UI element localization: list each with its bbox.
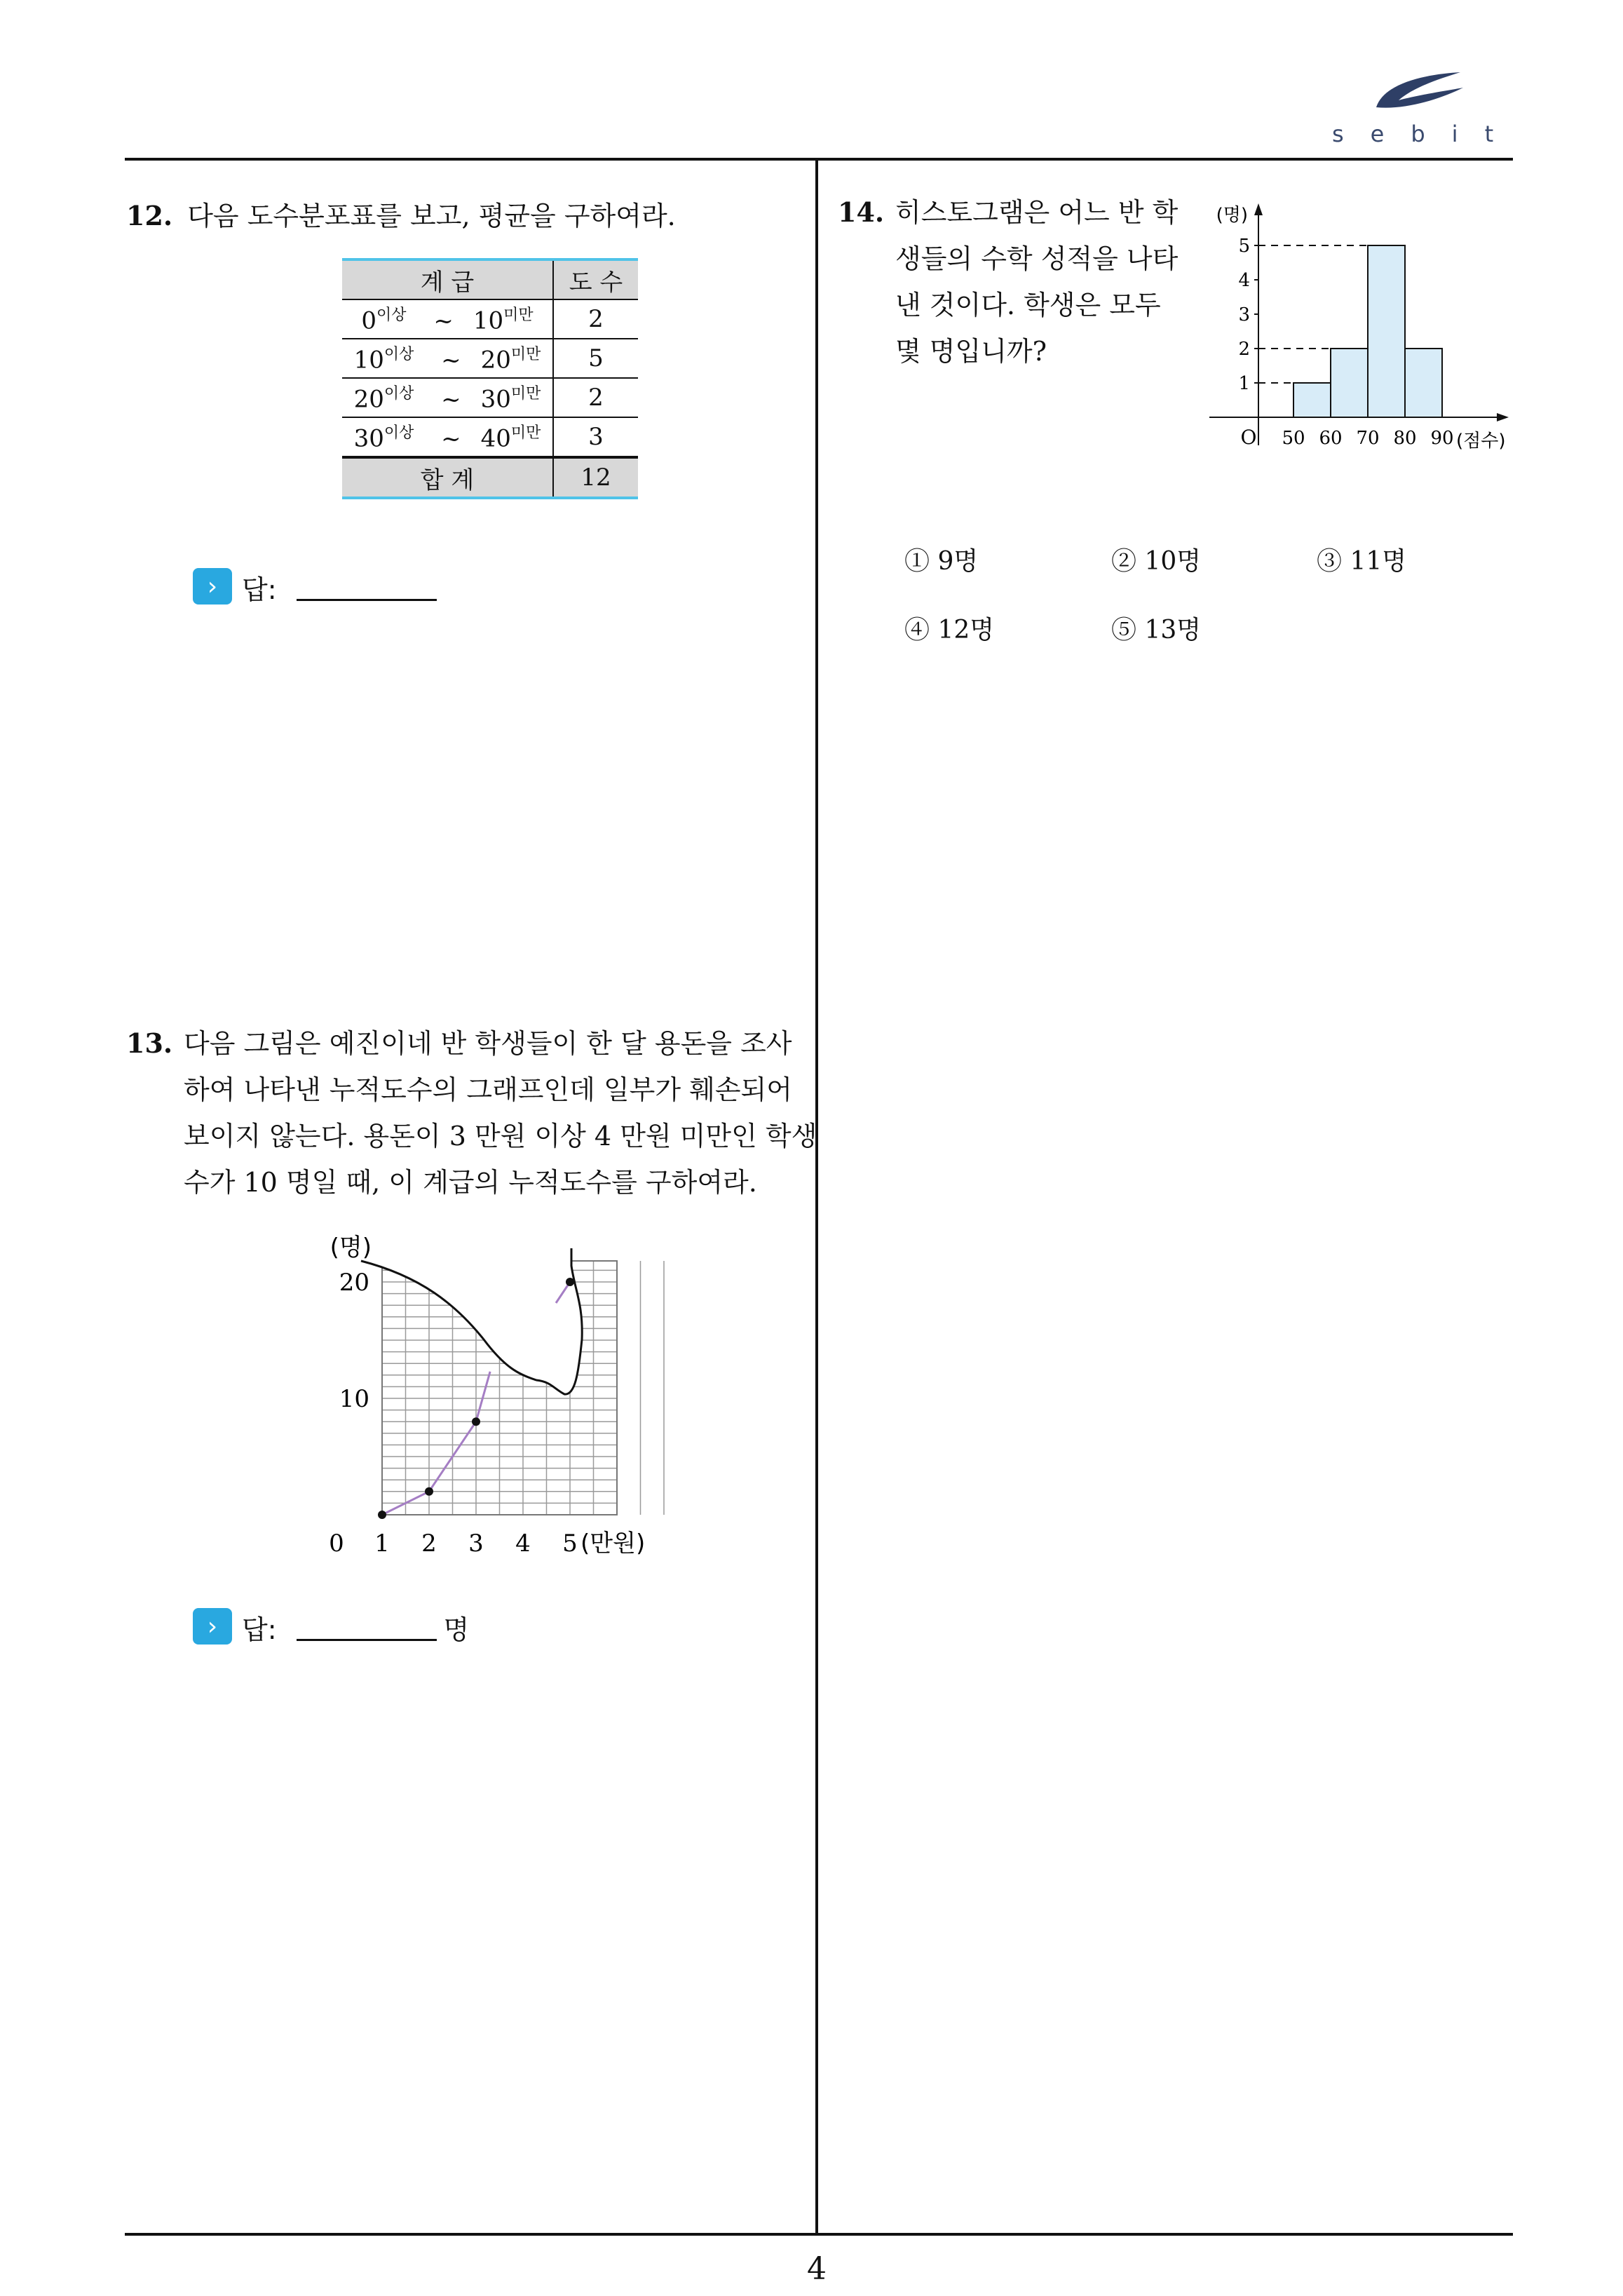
question-text: 다음 도수분포표를 보고, 평균을 구하여라.: [187, 201, 676, 231]
tilde: ~: [441, 346, 461, 374]
question-line: 다음 그림은 예진이네 반 학생들이 한 달 용돈을 조사: [184, 1028, 792, 1059]
sebit-logo-icon: [1371, 67, 1469, 123]
choice-3[interactable]: ③ 11명: [1317, 547, 1407, 576]
header-frequency: 도 수: [553, 259, 638, 299]
x-axis-label: (만원): [580, 1529, 646, 1558]
class-to-sup: 미만: [510, 346, 541, 364]
y-tick-label: 5: [1238, 236, 1250, 257]
answer-blank[interactable]: [297, 1608, 437, 1641]
chevron-right-icon: ›: [193, 568, 232, 605]
class-from: 10: [353, 346, 384, 374]
x-tick-label: 80: [1393, 428, 1417, 449]
histogram-bar: [1293, 383, 1331, 417]
class-to: 30: [480, 385, 511, 414]
x-tick-label: 0: [329, 1529, 344, 1558]
question-line: 몇 명입니까?: [895, 336, 1047, 367]
choice-2[interactable]: ② 10명: [1111, 547, 1202, 576]
answer-label: 답:: [242, 1614, 277, 1645]
frequency-value: 5: [553, 339, 638, 378]
x-tick-label: 2: [421, 1529, 437, 1558]
histogram-bar: [1368, 245, 1405, 417]
data-point: [378, 1511, 386, 1519]
sebit-logo-text: sebit: [1332, 121, 1521, 147]
x-tick-label: 60: [1319, 428, 1343, 449]
class-to-sup: 미만: [510, 385, 541, 403]
x-tick-label: 5: [562, 1529, 578, 1558]
page-number: 4: [807, 2251, 827, 2287]
class-from: 20: [353, 385, 384, 414]
total-value: 12: [553, 457, 638, 498]
sebit-logo: [1371, 67, 1469, 123]
header-rule: [125, 158, 1513, 161]
choice-5[interactable]: ⑤ 13명: [1111, 616, 1202, 644]
score-histogram: [1202, 200, 1511, 480]
y-tick-label: 20: [339, 1269, 369, 1297]
chevron-right-icon: ›: [193, 1608, 232, 1645]
class-to: 40: [480, 424, 511, 453]
data-point: [472, 1417, 480, 1426]
origin-label: O: [1240, 426, 1257, 449]
frequency-value: 3: [553, 417, 638, 457]
question-text: [184, 1020, 857, 1206]
question-text: [895, 189, 1190, 374]
table-row: [342, 378, 638, 417]
class-to: 10: [473, 306, 504, 335]
frequency-table: [342, 258, 638, 499]
y-tick-label: 3: [1238, 304, 1250, 325]
class-to-sup: 미만: [503, 306, 534, 325]
y-axis-label: (명): [330, 1234, 372, 1262]
frequency-value: 2: [553, 299, 638, 339]
class-to: 20: [480, 346, 511, 374]
table-row: [342, 417, 638, 457]
question-number: 13.: [126, 1027, 173, 1059]
answer-unit: 명: [443, 1614, 470, 1645]
x-tick-label: 4: [515, 1529, 531, 1558]
question-line: 하여 나타낸 누적도수의 그래프인데 일부가 훼손되어: [184, 1074, 792, 1105]
histogram-bar: [1405, 349, 1442, 417]
x-axis-label: (점수): [1456, 431, 1506, 452]
y-tick-label: 1: [1238, 373, 1250, 394]
cumulative-frequency-chart: [294, 1234, 701, 1564]
tilde: ~: [441, 424, 461, 453]
y-tick-label: 10: [339, 1385, 369, 1413]
answer-12: [193, 568, 444, 607]
class-from-sup: 이상: [376, 306, 407, 325]
answer-label: 답:: [242, 574, 277, 605]
answer-13: [193, 1608, 469, 1647]
question-line: 낸 것이다. 학생은 모두: [895, 290, 1161, 320]
choice-1[interactable]: ① 9명: [904, 547, 979, 576]
torn-area: [361, 1248, 582, 1394]
y-tick-label: 4: [1238, 270, 1250, 291]
question-line: 보이지 않는다. 용돈이 3 만원 이상 4 만원 미만인 학생: [184, 1121, 817, 1152]
x-tick-label: 50: [1282, 428, 1305, 449]
data-point: [425, 1487, 433, 1496]
class-from-sup: 이상: [383, 424, 414, 443]
question-line: 수가 10 명일 때, 이 계급의 누적도수를 구하여라.: [184, 1167, 757, 1198]
question-number: 12.: [126, 200, 173, 231]
total-label: 합 계: [342, 457, 553, 498]
y-tick-label: 2: [1238, 339, 1250, 360]
x-axis-arrow-icon: [1497, 413, 1509, 421]
table-total-row: [342, 457, 638, 498]
table-row: [342, 339, 638, 378]
frequency-value: 2: [553, 378, 638, 417]
class-from-sup: 이상: [383, 346, 414, 364]
question-line: 생들의 수학 성적을 나타: [895, 243, 1179, 274]
tilde: ~: [433, 306, 454, 335]
data-point: [566, 1278, 574, 1286]
x-tick-label: 1: [374, 1529, 390, 1558]
question-number: 14.: [838, 196, 885, 228]
x-tick-label: 70: [1356, 428, 1380, 449]
question-line: 히스토그램은 어느 반 학: [895, 197, 1179, 228]
answer-blank[interactable]: [297, 568, 437, 601]
y-axis-label: (명): [1216, 205, 1248, 226]
y-axis-arrow-icon: [1254, 203, 1263, 215]
class-from-sup: 이상: [383, 385, 414, 403]
header-class: 계 급: [342, 259, 553, 299]
cumulative-line: [382, 1372, 490, 1515]
class-to-sup: 미만: [510, 424, 541, 443]
tilde: ~: [441, 385, 461, 414]
table-row: [342, 299, 638, 339]
class-from: 30: [353, 424, 384, 453]
class-from: 0: [361, 306, 377, 335]
question-12: [126, 193, 676, 239]
x-tick-label: 3: [468, 1529, 484, 1558]
histogram-bar: [1331, 349, 1368, 417]
choice-4[interactable]: ④ 12명: [904, 616, 995, 644]
footer-rule: [125, 2233, 1513, 2236]
x-tick-label: 90: [1430, 428, 1454, 449]
